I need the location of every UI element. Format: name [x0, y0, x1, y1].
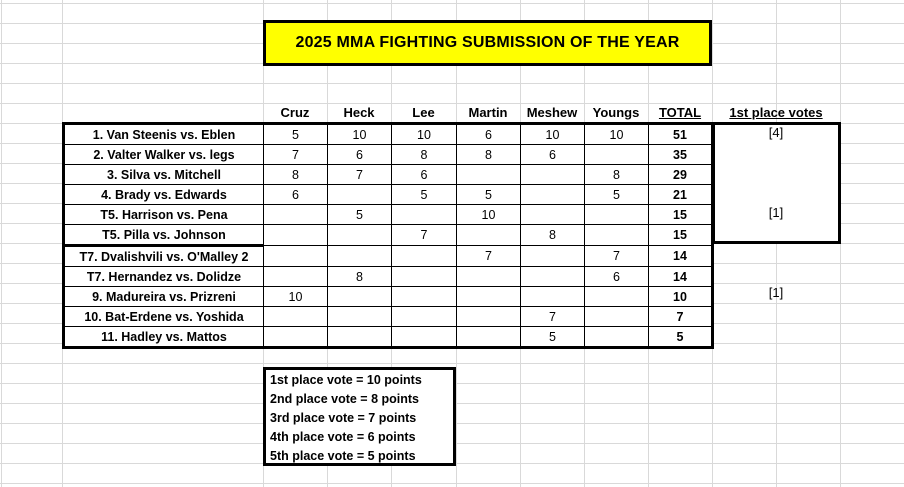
score-cell-youngs[interactable]: 6 [585, 267, 649, 287]
score-cell-heck[interactable]: 5 [328, 205, 392, 225]
score-cell-youngs[interactable] [585, 205, 649, 225]
legend-line: 5th place vote = 5 points [270, 449, 416, 463]
gridline [0, 83, 904, 84]
table-row [64, 246, 713, 267]
score-cell-meshew[interactable] [521, 165, 585, 185]
score-cell-youngs[interactable] [585, 307, 649, 327]
column-header-lee[interactable]: Lee [412, 105, 435, 120]
score-cell-martin[interactable]: 7 [457, 246, 521, 267]
column-header-total[interactable]: TOTAL [658, 105, 702, 120]
score-table [62, 122, 714, 349]
score-cell-heck[interactable]: 10 [328, 124, 392, 145]
legend-line: 2nd place vote = 8 points [270, 392, 419, 406]
scoring-legend-lines [270, 371, 453, 466]
total-cell[interactable]: 14 [649, 267, 713, 287]
table-row [64, 327, 713, 348]
score-cell-youngs[interactable] [585, 287, 649, 307]
score-cell-cruz[interactable] [264, 267, 328, 287]
table-row [64, 225, 713, 246]
score-cell-heck[interactable]: 8 [328, 267, 392, 287]
fight-name-cell[interactable]: 1. Van Steenis vs. Eblen [64, 124, 264, 145]
score-cell-youngs[interactable] [585, 327, 649, 348]
total-cell[interactable]: 7 [649, 307, 713, 327]
first-place-votes-value[interactable]: [4] [768, 125, 784, 140]
score-cell-cruz[interactable] [264, 327, 328, 348]
table-row [64, 145, 713, 165]
fight-name-cell[interactable]: T5. Harrison vs. Pena [64, 205, 264, 225]
total-cell[interactable]: 21 [649, 185, 713, 205]
score-cell-heck[interactable]: 6 [328, 145, 392, 165]
score-cell-meshew[interactable] [521, 287, 585, 307]
total-cell[interactable]: 15 [649, 205, 713, 225]
legend-line: 3rd place vote = 7 points [270, 411, 417, 425]
first-place-votes-value[interactable]: [1] [768, 205, 784, 220]
table-row [64, 267, 713, 287]
score-cell-youngs[interactable]: 10 [585, 124, 649, 145]
score-cell-martin[interactable]: 10 [457, 205, 521, 225]
table-row [64, 165, 713, 185]
total-cell[interactable]: 5 [649, 327, 713, 348]
score-cell-youngs[interactable]: 8 [585, 165, 649, 185]
table-row [64, 124, 713, 145]
legend-line: 1st place vote = 10 points [270, 373, 422, 387]
gridline [0, 363, 904, 364]
column-header-youngs[interactable]: Youngs [592, 105, 640, 120]
score-cell-meshew[interactable]: 5 [521, 327, 585, 348]
score-cell-lee[interactable]: 7 [392, 225, 457, 246]
score-cell-meshew[interactable] [521, 205, 585, 225]
score-cell-heck[interactable]: 7 [328, 165, 392, 185]
fight-name-cell[interactable]: 9. Madureira vs. Prizreni [64, 287, 264, 307]
score-cell-heck[interactable] [328, 327, 392, 348]
score-cell-cruz[interactable]: 5 [264, 124, 328, 145]
score-cell-meshew[interactable]: 10 [521, 124, 585, 145]
total-cell[interactable]: 29 [649, 165, 713, 185]
first-place-votes-value[interactable]: [1] [768, 285, 784, 300]
score-cell-meshew[interactable] [521, 185, 585, 205]
score-cell-lee[interactable]: 6 [392, 165, 457, 185]
total-cell[interactable]: 10 [649, 287, 713, 307]
score-cell-lee[interactable]: 5 [392, 185, 457, 205]
table-row [64, 205, 713, 225]
fight-name-cell[interactable]: 4. Brady vs. Edwards [64, 185, 264, 205]
title-box [263, 20, 712, 66]
total-cell[interactable]: 15 [649, 225, 713, 246]
score-cell-martin[interactable] [457, 307, 521, 327]
score-cell-lee[interactable]: 10 [392, 124, 457, 145]
score-cell-meshew[interactable] [521, 246, 585, 267]
score-cell-martin[interactable]: 5 [457, 185, 521, 205]
score-cell-heck[interactable] [328, 185, 392, 205]
score-cell-cruz[interactable]: 10 [264, 287, 328, 307]
column-header-martin[interactable]: Martin [468, 105, 508, 120]
score-cell-lee[interactable] [392, 205, 457, 225]
fight-name-cell[interactable]: 2. Valter Walker vs. legs [64, 145, 264, 165]
scoring-legend [263, 367, 456, 466]
table-row [64, 287, 713, 307]
score-cell-lee[interactable] [392, 267, 457, 287]
score-cell-heck[interactable] [328, 307, 392, 327]
score-cell-youngs[interactable]: 5 [585, 185, 649, 205]
table-row [64, 307, 713, 327]
fight-name-cell[interactable]: 3. Silva vs. Mitchell [64, 165, 264, 185]
page-title: 2025 MMA FIGHTING SUBMISSION OF THE YEAR [295, 34, 680, 51]
score-cell-cruz[interactable] [264, 205, 328, 225]
column-header-first-place-votes[interactable]: 1st place votes [729, 105, 823, 120]
fight-name-cell[interactable]: T5. Pilla vs. Johnson [64, 225, 264, 246]
score-cell-heck[interactable] [328, 246, 392, 267]
score-cell-martin[interactable]: 8 [457, 145, 521, 165]
score-cell-meshew[interactable]: 6 [521, 145, 585, 165]
score-cell-lee[interactable] [392, 246, 457, 267]
total-cell[interactable]: 14 [649, 246, 713, 267]
total-cell[interactable]: 51 [649, 124, 713, 145]
column-header-meshew[interactable]: Meshew [526, 105, 578, 120]
score-cell-cruz[interactable]: 7 [264, 145, 328, 165]
score-cell-martin[interactable] [457, 225, 521, 246]
score-cell-lee[interactable]: 8 [392, 145, 457, 165]
score-cell-lee[interactable] [392, 327, 457, 348]
score-cell-youngs[interactable] [585, 145, 649, 165]
gridline [0, 3, 904, 4]
legend-line: 4th place vote = 6 points [270, 430, 416, 444]
score-cell-meshew[interactable]: 8 [521, 225, 585, 246]
fight-name-cell[interactable]: 11. Hadley vs. Mattos [64, 327, 264, 348]
score-cell-heck[interactable] [328, 287, 392, 307]
score-cell-youngs[interactable]: 7 [585, 246, 649, 267]
fight-name-cell[interactable]: T7. Hernandez vs. Dolidze [64, 267, 264, 287]
column-header-cruz[interactable]: Cruz [280, 105, 310, 120]
score-cell-youngs[interactable] [585, 225, 649, 246]
score-cell-martin[interactable] [457, 327, 521, 348]
gridline [0, 483, 904, 484]
score-cell-lee[interactable] [392, 287, 457, 307]
score-cell-heck[interactable] [328, 225, 392, 246]
score-cell-martin[interactable] [457, 267, 521, 287]
score-cell-cruz[interactable]: 8 [264, 165, 328, 185]
fight-name-cell[interactable]: T7. Dvalishvili vs. O'Malley 2 [64, 246, 264, 267]
column-header-heck[interactable]: Heck [343, 105, 375, 120]
score-cell-cruz[interactable] [264, 246, 328, 267]
score-cell-cruz[interactable] [264, 225, 328, 246]
table-row [64, 185, 713, 205]
score-cell-cruz[interactable] [264, 307, 328, 327]
score-cell-meshew[interactable]: 7 [521, 307, 585, 327]
score-cell-lee[interactable] [392, 307, 457, 327]
score-cell-martin[interactable] [457, 287, 521, 307]
score-cell-meshew[interactable] [521, 267, 585, 287]
total-cell[interactable]: 35 [649, 145, 713, 165]
score-cell-martin[interactable] [457, 165, 521, 185]
score-cell-martin[interactable]: 6 [457, 124, 521, 145]
score-cell-cruz[interactable]: 6 [264, 185, 328, 205]
fight-name-cell[interactable]: 10. Bat-Erdene vs. Yoshida [64, 307, 264, 327]
